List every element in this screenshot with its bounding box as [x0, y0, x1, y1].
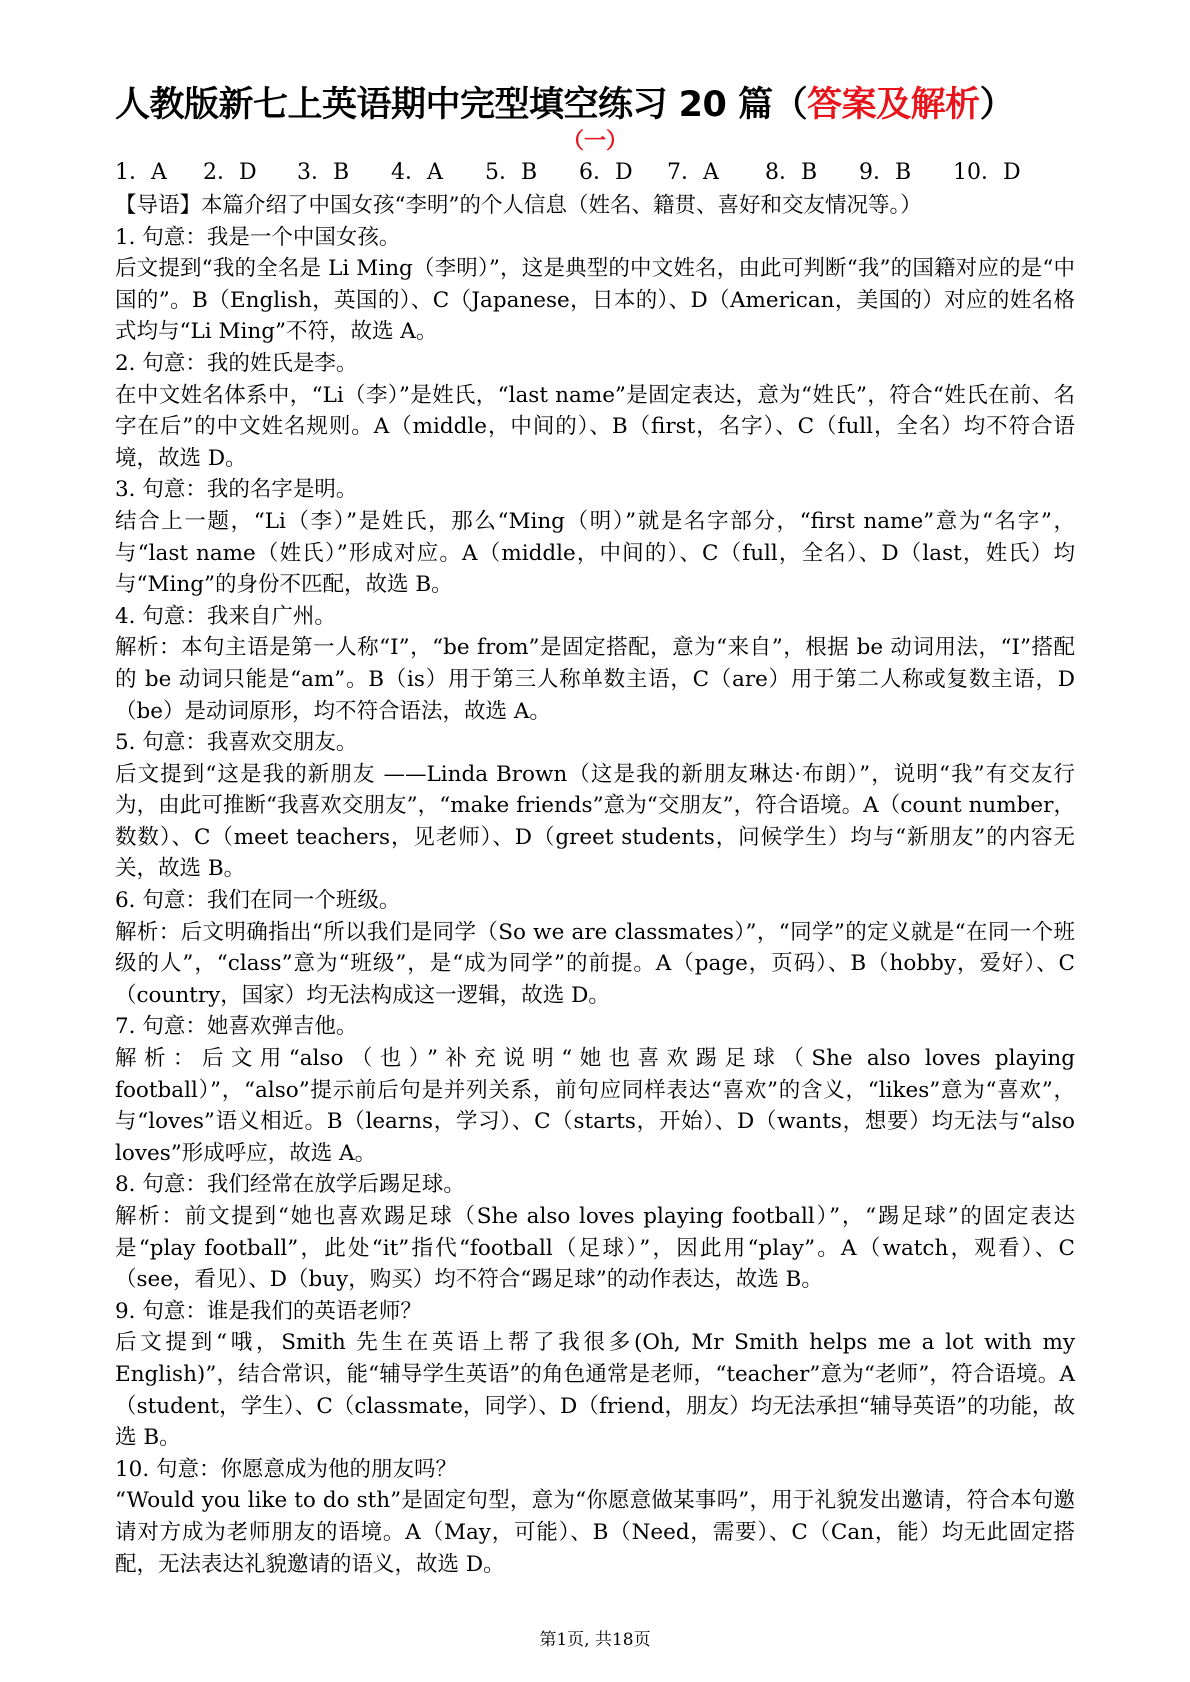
document-page: [115, 82, 1075, 1580]
item-heading: 1. 句意：我是一个中国女孩。: [115, 224, 401, 250]
item-heading: 7. 句意：她喜欢弹吉他。: [115, 1014, 358, 1040]
document-title: [115, 82, 1075, 128]
item-heading: 3. 句意：我的名字是明。: [115, 477, 358, 503]
section-number: （一）: [561, 128, 628, 154]
item-explanation: 解析：本句主语是第一人称“I”，“be from”是固定搭配，意为“来自”，根据 be 动词用法，“I”搭配的 be 动词只能是“am”。B（is）用于第三人称单数主语，C（are）用于第二人称或复数主语，D（be）是动词原形，均不符合语法，故选 A。: [115, 635, 1075, 724]
item-explanation: 后文提到“我的全名是 Li Ming（李明）”，这是典型的中文姓名，由此可判断“我”的国籍对应的是“中国的”。B（English，英国的）、C（Japanese，日本的）、D（American，美国的）对应的姓名格式均与“Li Ming”不符，故选 A。: [115, 256, 1075, 345]
item-heading: 10. 句意：你愿意成为他的朋友吗？: [115, 1456, 458, 1482]
answer-key: [115, 156, 1075, 190]
item-explanation: 结合上一题，“Li（李）”是姓氏，那么“Ming（明）”就是名字部分，“first name”意为“名字”，与“last name（姓氏）”形成对应。A（middle，中间的）、C（full，全名）、D（last，姓氏）均与“Ming”的身份不匹配，故选 B。: [115, 508, 1075, 598]
intro-paragraph: 【导语】本篇介绍了中国女孩“李明”的个人信息（姓名、籍贯、喜好和交友情况等。）: [115, 193, 922, 218]
item-heading: 2. 句意：我的姓氏是李。: [115, 350, 358, 376]
item-explanation: 后文提到“这是我的新朋友 ——Linda Brown（这是我的新朋友琳达·布朗）”，说明“我”有交友行为，由此可推断“我喜欢交朋友”，“make friends”意为“交朋友”，符合语境。A（count number，数数）、C（meet teachers，见老师）、D（greet students，问候学生）均与“新朋友”的内容无关，故选 B。: [115, 761, 1075, 882]
title-main: 人教版新七上英语期中完型填空练习 20 篇（: [115, 85, 808, 125]
answer-item: 7．A: [667, 160, 719, 185]
item-heading: 9. 句意：谁是我们的英语老师？: [115, 1298, 422, 1324]
item-explanation: 解析：前文提到“她也喜欢踢足球（She also loves playing football）”，“踢足球”的固定表达是“play football”，此处“it”指代“football（足球）”，因此用“play”。A（watch，观看）、C（see，看见）、D（buy，购买）均不符合“踢足球”的动作表达，故选 B。: [115, 1204, 1075, 1293]
item-explanation: 解析：后文明确指出“所以我们是同学（So we are classmates）”，“同学”的定义就是“在同一个班级的人”，“class”意为“班级”，是“成为同学”的前提。A（page，页码）、B（hobby，爱好）、C（country，国家）均无法构成这一逻辑，故选 D。: [115, 919, 1075, 1008]
answer-item: 1．A: [115, 160, 167, 185]
item-heading: 6. 句意：我们在同一个班级。: [115, 888, 401, 914]
item-heading: 5. 句意：我喜欢交朋友。: [115, 730, 358, 756]
answer-item: 6．D: [579, 160, 633, 185]
page-footer: 第1页, 共18页: [539, 1630, 651, 1650]
answer-item: 2．D: [203, 160, 257, 185]
answer-item: 10．D: [953, 160, 1021, 185]
answer-item: 3．B: [297, 160, 350, 185]
item-heading: 8. 句意：我们经常在放学后踢足球。: [115, 1172, 465, 1198]
item-explanation: 后文提到“哦，Smith 先生在英语上帮了我很多(Oh, Mr Smith helps me a lot with my English)”，结合常识，能“辅导学生英语”的角色通常是老师，“teacher”意为“老师”，符合语境。A（student，学生）、C（classmate，同学）、D（friend，朋友）均无法承担“辅导英语”的功能，故选 B。: [115, 1330, 1075, 1451]
item-explanation: “Would you like to do sth”是固定句型，意为“你愿意做某事吗”，用于礼貌发出邀请，符合本句邀请对方成为老师朋友的语境。A（May，可能）、B（Need，需要）、C（Can，能）均无此固定搭配，无法表达礼貌邀请的语义，故选 D。: [115, 1488, 1075, 1577]
item-explanation: 解析：后文用“also（也）”补充说明“她也喜欢踢足球（She also loves playing football）”，“also”提示前后句是并列关系，前句应同样表达“喜欢”的含义，“likes”意为“喜欢”，与“loves”语义相近。B（learns，学习）、C（starts，开始）、D（wants，想要）均无法与“also loves”形成呼应，故选 A。: [115, 1046, 1075, 1166]
answer-item: 5．B: [485, 160, 538, 185]
answer-item: 8．B: [765, 160, 818, 185]
item-heading: 4. 句意：我来自广州。: [115, 603, 336, 629]
answer-item: 4．A: [391, 160, 443, 185]
title-highlight: 答案及解析: [807, 85, 980, 125]
answer-item: 9．B: [859, 160, 912, 185]
item-explanation: 在中文姓名体系中，“Li（李）”是姓氏，“last name”是固定表达，意为“姓氏”，符合“姓氏在前、名字在后”的中文姓名规则。A（middle，中间的）、B（first，名字）、C（full，全名）均不符合语境，故选 D。: [115, 382, 1075, 471]
explanation-body: [115, 190, 1075, 1580]
title-end: ）: [979, 85, 1015, 125]
